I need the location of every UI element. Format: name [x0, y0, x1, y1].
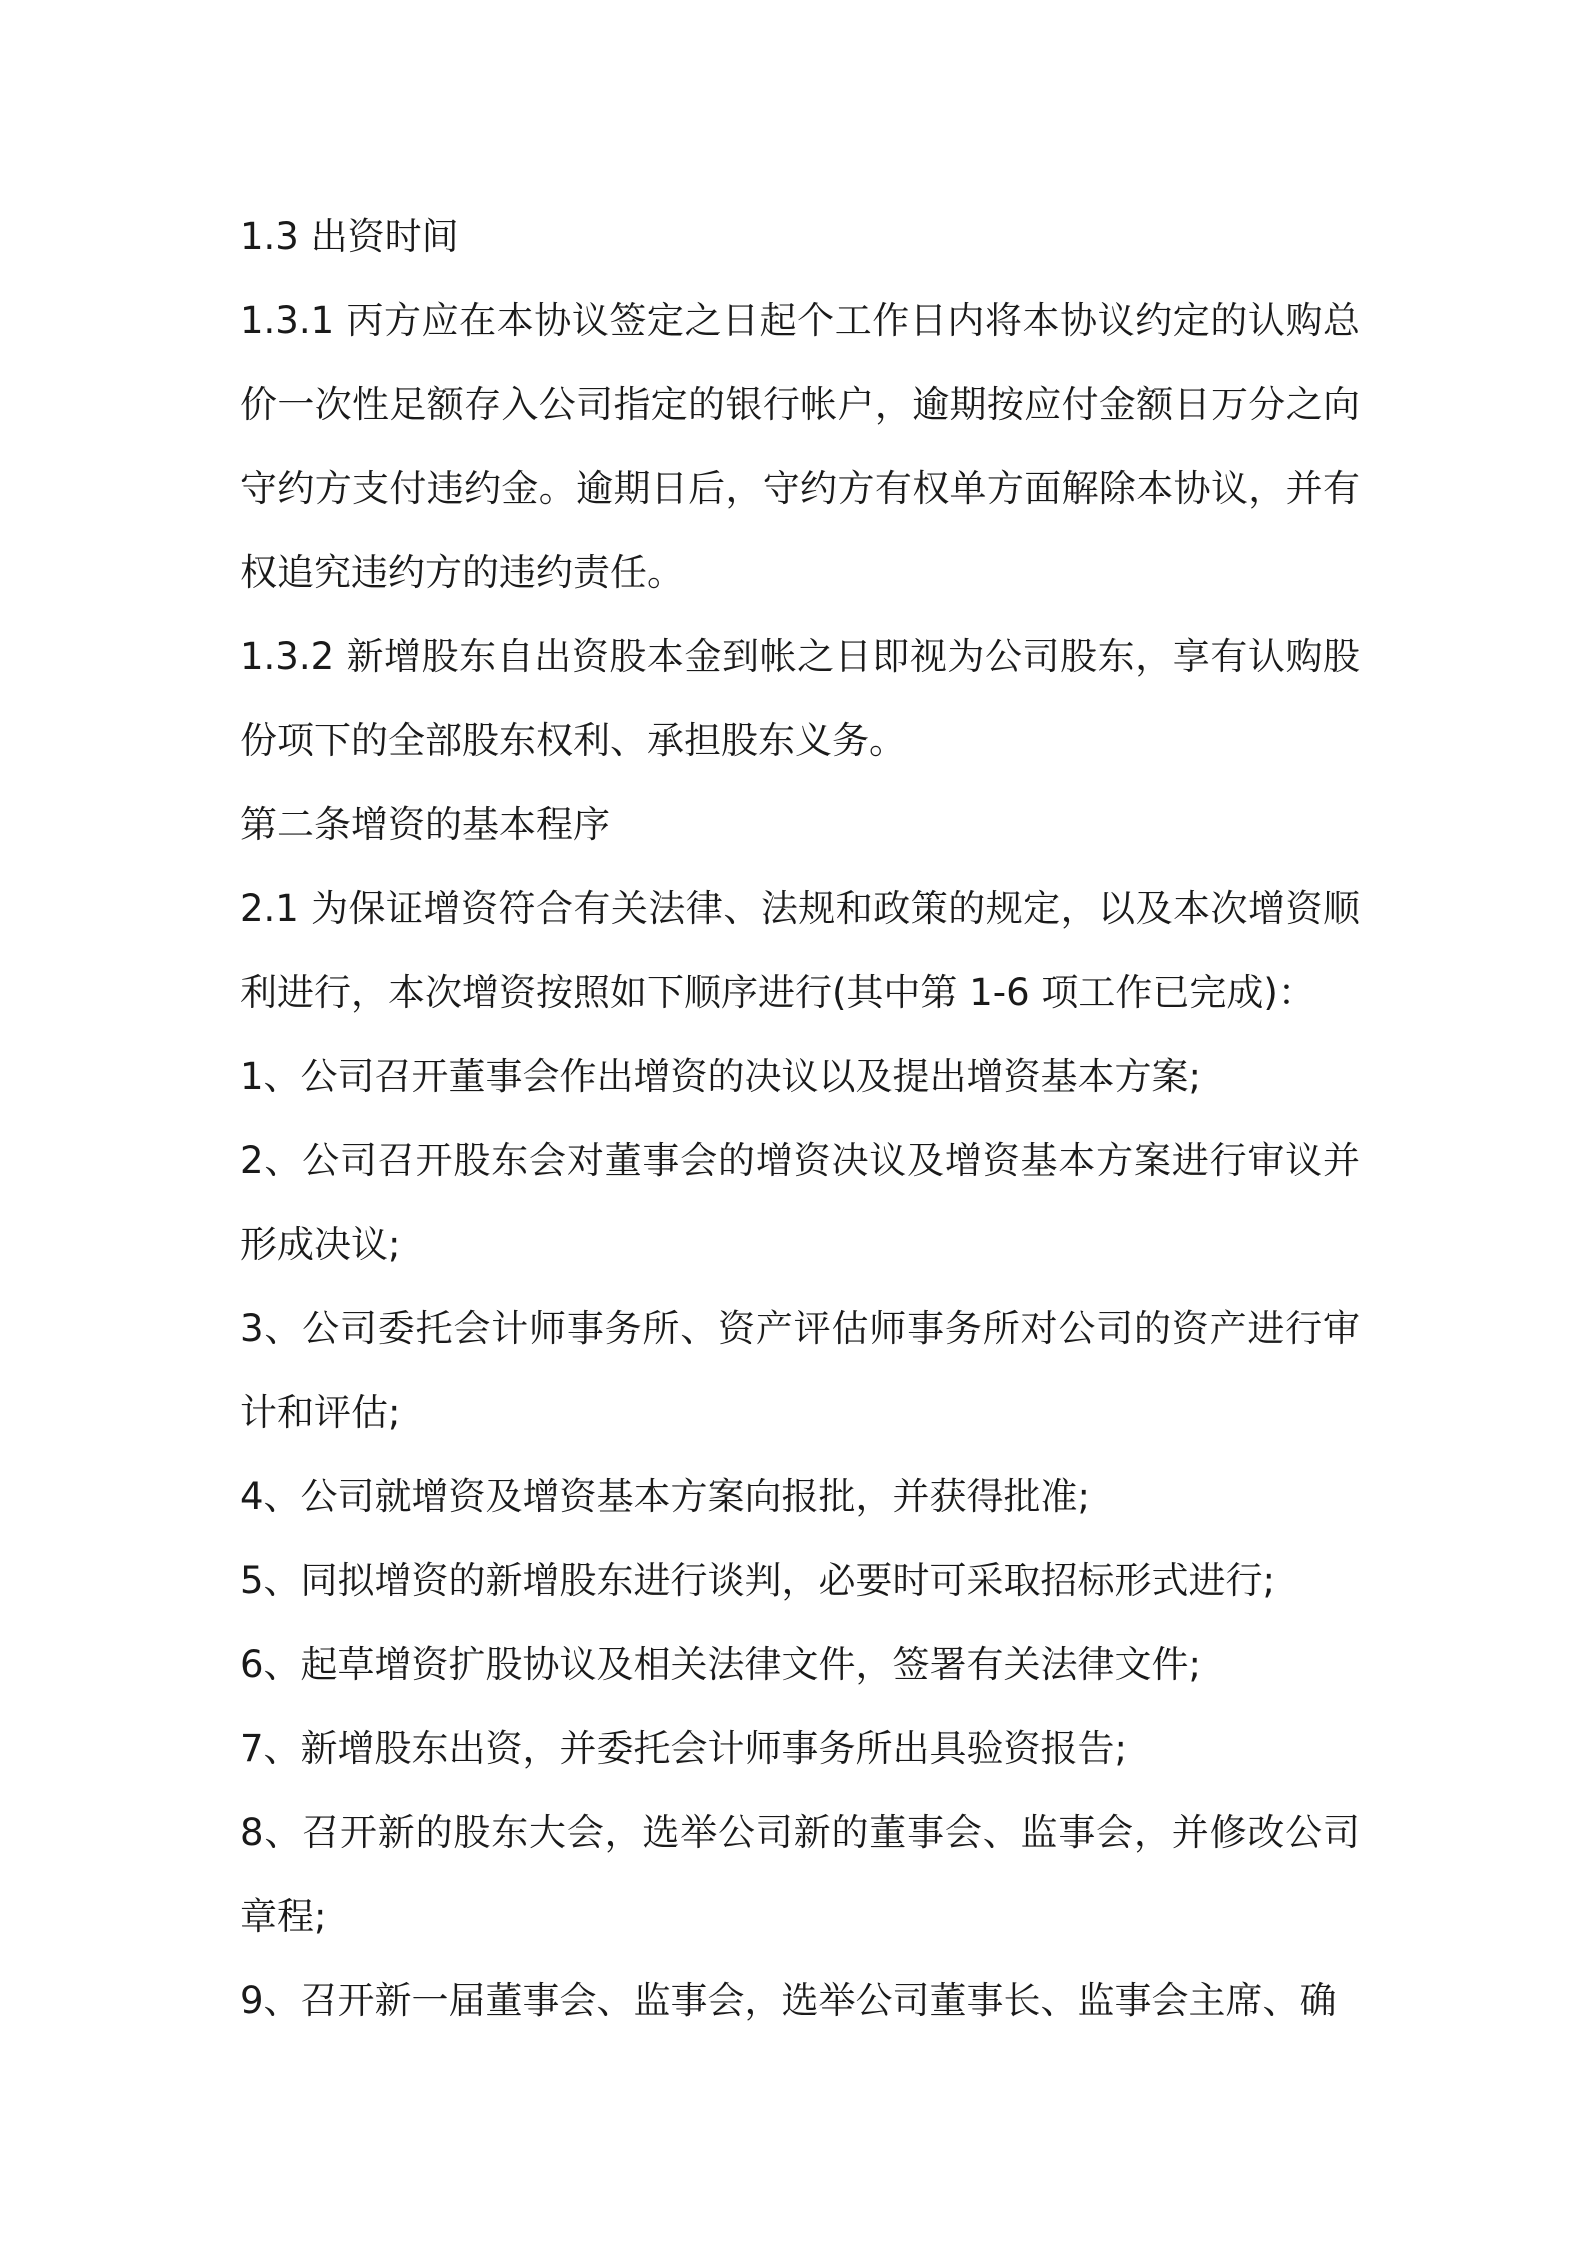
article-2-title: 第二条增资的基本程序 [240, 803, 610, 846]
paragraph-1-3-2: 1.3.2 新增股东自出资股本金到帐之日即视为公司股东，享有认购股份项下的全部股东权利、承担股东义务。 [240, 635, 1360, 762]
step-item-2: 2、公司召开股东会对董事会的增资决议及增资基本方案进行审议并形成决议; [240, 1139, 1360, 1266]
step-item-7: 7、新增股东出资，并委托会计师事务所出具验资报告; [240, 1727, 1128, 1770]
section-title: 1.3 出资时间 [240, 215, 459, 258]
step-item-3: 3、公司委托会计师事务所、资产评估师事务所对公司的资产进行审计和评估; [240, 1307, 1360, 1434]
step-item-8: 8、召开新的股东大会，选举公司新的董事会、监事会，并修改公司章程; [240, 1811, 1360, 1938]
document-body [240, 195, 1360, 2043]
paragraph-1-3-1: 1.3.1 丙方应在本协议签定之日起个工作日内将本协议约定的认购总价一次性足额存入公司指定的银行帐户，逾期按应付金额日万分之向守约方支付违约金。逾期日后，守约方有权单方面解除本协议，并有权追究违约方的违约责任。 [240, 299, 1360, 594]
step-item-5: 5、同拟增资的新增股东进行谈判，必要时可采取招标形式进行; [240, 1559, 1276, 1602]
step-item-1: 1、公司召开董事会作出增资的决议以及提出增资基本方案; [240, 1055, 1202, 1098]
step-item-9: 9、召开新一届董事会、监事会，选举公司董事长、监事会主席、确 [240, 1979, 1337, 2022]
paragraph-2-1: 2.1 为保证增资符合有关法律、法规和政策的规定，以及本次增资顺利进行，本次增资按照如下顺序进行(其中第 1-6 项工作已完成)： [240, 887, 1360, 1014]
step-item-6: 6、起草增资扩股协议及相关法律文件，签署有关法律文件; [240, 1643, 1202, 1686]
step-item-4: 4、公司就增资及增资基本方案向报批，并获得批准; [240, 1475, 1091, 1518]
